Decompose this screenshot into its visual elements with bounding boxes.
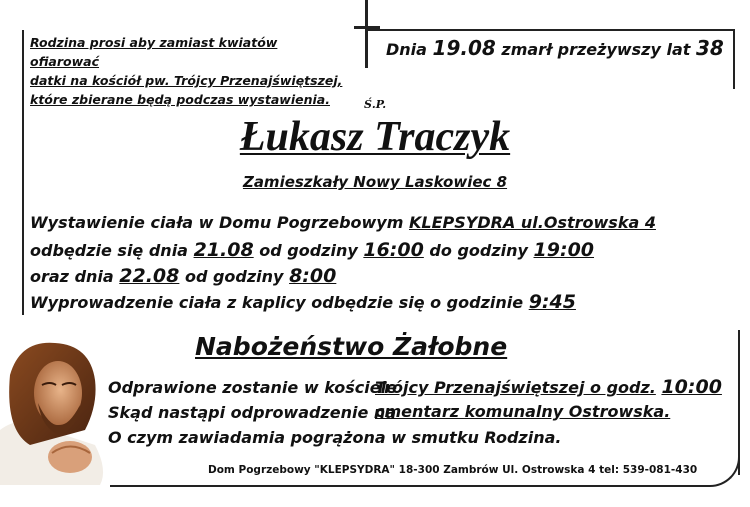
right-frame-mid <box>738 330 740 475</box>
age: 38 <box>696 36 724 60</box>
viewing-date: 21.08 <box>193 239 254 261</box>
viewing-text: odbędzie się dnia <box>30 241 188 260</box>
viewing-end-time: 19:00 <box>533 239 595 261</box>
top-frame-line <box>365 29 735 31</box>
viewing-text: od godziny <box>259 241 358 260</box>
viewing-text: Wystawienie ciała w Domu Pogrzebowym <box>30 213 404 232</box>
cross-icon <box>352 0 382 70</box>
church-name: Trójcy Przenajświętszej o godz. <box>375 378 656 397</box>
footer-contact: Dom Pogrzebowy "KLEPSYDRA" 18-300 Zambrów Ul. Ostrowska 4 tel: 539-081-430 <box>208 464 698 476</box>
service-title: Nabożeństwo Żałobne <box>195 332 508 361</box>
service-line-2 <box>108 403 396 422</box>
service-text: Skąd nastąpi odprowadzenie na <box>108 403 397 422</box>
request-line: datki na kościół pw. Trójcy Przenajświętszej, <box>30 73 343 88</box>
family-note: O czym zawiadamia pogrążona w smutku Rodzina. <box>108 428 562 447</box>
sp-label: Ś.P. <box>363 98 387 111</box>
viewing-start-time: 16:00 <box>363 239 424 261</box>
service-line-1b <box>375 376 722 398</box>
deceased-name: Łukasz Traczyk <box>239 114 511 160</box>
viewing-text: do godziny <box>429 241 528 260</box>
service-line-1 <box>108 378 397 397</box>
service-time: 10:00 <box>661 376 722 398</box>
death-line <box>386 36 724 60</box>
service-line-3 <box>108 428 561 447</box>
bottom-right-corner <box>700 455 740 487</box>
right-frame-top <box>733 29 735 89</box>
cemetery-name: cmentarz komunalny Ostrowska. <box>375 402 671 421</box>
viewing-line-2 <box>30 239 594 261</box>
viewing-text: od godziny <box>184 267 284 286</box>
death-date: 19.08 <box>432 36 496 60</box>
service-line-2b <box>375 402 670 421</box>
death-prefix: Dnia <box>386 40 427 59</box>
viewing-line-1 <box>30 213 656 232</box>
death-mid: zmarł przeżywszy lat <box>501 40 691 59</box>
request-line: Rodzina prosi aby zamiast kwiatów ofiarować <box>30 35 278 69</box>
funeral-home-address: KLEPSYDRA ul.Ostrowska 4 <box>408 213 656 232</box>
viewing-text: oraz dnia <box>30 267 114 286</box>
residence: Zamieszkały Nowy Laskowiec 8 <box>242 173 508 191</box>
service-text: Odprawione zostanie w kościele <box>108 378 397 397</box>
viewing-line-3 <box>30 265 336 287</box>
bottom-frame-line <box>110 485 700 487</box>
viewing-time-2: 8:00 <box>289 265 337 287</box>
viewing-date-2: 22.08 <box>119 265 180 287</box>
departure-time: 9:45 <box>528 291 576 313</box>
viewing-line-4 <box>30 291 576 313</box>
request-line: które zbierane będą podczas wystawienia. <box>30 92 330 107</box>
praying-jesus-image <box>0 335 110 485</box>
departure-text: Wyprowadzenie ciała z kaplicy odbędzie się o godzinie <box>30 293 524 312</box>
